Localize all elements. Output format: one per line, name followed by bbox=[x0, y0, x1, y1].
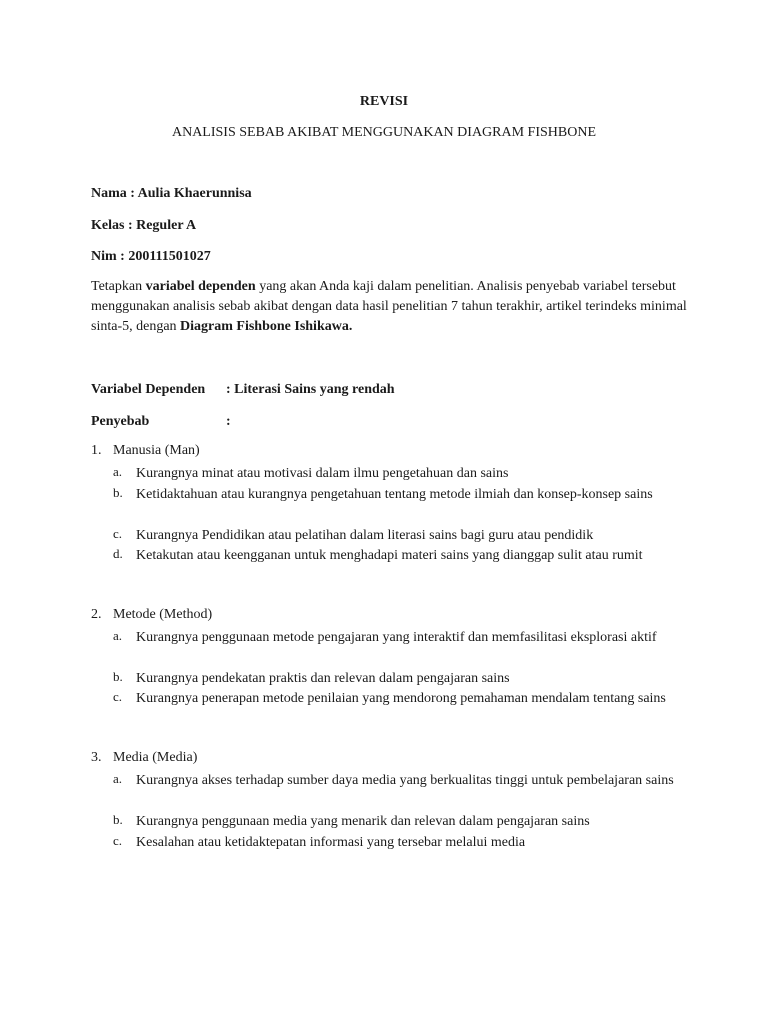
section-number: 2. bbox=[91, 607, 102, 622]
list-item-letter: d. bbox=[113, 546, 123, 561]
section-title: Manusia (Man) bbox=[113, 443, 200, 458]
section-title: Media (Media) bbox=[113, 750, 198, 765]
list-item-text: Ketakutan atau keengganan untuk menghadapi materi sains yang dianggap sulit atau rumit bbox=[136, 548, 643, 563]
instruction-text-1: Tetapkan bbox=[91, 279, 146, 294]
student-class: Kelas : Reguler A bbox=[91, 218, 197, 233]
causes-colon: : bbox=[226, 414, 231, 429]
list-item-letter: b. bbox=[113, 485, 123, 500]
list-item-letter: a. bbox=[113, 771, 123, 786]
list-item-letter: c. bbox=[113, 833, 123, 848]
dependent-variable-value: : Literasi Sains yang rendah bbox=[226, 382, 395, 397]
list-item-text: Kurangnya pendekatan praktis dan relevan dalam pengajaran sains bbox=[136, 671, 510, 686]
section-number: 1. bbox=[91, 443, 102, 458]
student-name: Nama : Aulia Khaerunnisa bbox=[91, 186, 252, 201]
list-item-letter: b. bbox=[113, 812, 123, 827]
list-item-text: Kurangnya akses terhadap sumber daya media yang berkualitas tinggi untuk pembelajaran sains bbox=[136, 773, 674, 788]
list-item-text: Ketidaktahuan atau kurangnya pengetahuan tentang metode ilmiah dan konsep-konsep sains bbox=[136, 487, 653, 502]
instruction-bold-1: variabel dependen bbox=[145, 279, 256, 294]
list-item-letter: a. bbox=[113, 628, 123, 643]
list-item-text: Kurangnya penggunaan metode pengajaran yang interaktif dan memfasilitasi eksplorasi aktif bbox=[136, 630, 657, 645]
list-item-letter: c. bbox=[113, 526, 123, 541]
instruction-paragraph bbox=[91, 277, 691, 337]
instruction-bold-2: Diagram Fishbone Ishikawa. bbox=[180, 319, 353, 334]
list-item-letter: a. bbox=[113, 464, 123, 479]
causes-label: Penyebab bbox=[91, 414, 150, 429]
list-item-text: Kurangnya penggunaan media yang menarik dan relevan dalam pengajaran sains bbox=[136, 814, 590, 829]
dependent-variable-label: Variabel Dependen bbox=[91, 382, 206, 397]
list-item-letter: b. bbox=[113, 669, 123, 684]
list-item-text: Kesalahan atau ketidaktepatan informasi yang tersebar melalui media bbox=[136, 835, 526, 850]
document-title: REVISI bbox=[359, 94, 409, 109]
instruction-text-2: yang akan Anda kaji dalam penelitian. Analisis penyebab variabel tersebut menggunakan analisis sebab akibat dengan data hasil penelitian 7 tahun terakhir, artikel terindeks minimal sinta-5, dengan bbox=[91, 279, 687, 334]
list-item-text: Kurangnya minat atau motivasi dalam ilmu pengetahuan dan sains bbox=[136, 466, 509, 481]
student-nim: Nim : 200111501027 bbox=[91, 249, 211, 264]
section-number: 3. bbox=[91, 750, 102, 765]
document-subtitle: ANALISIS SEBAB AKIBAT MENGGUNAKAN DIAGRAM FISHBONE bbox=[171, 125, 597, 140]
section-title: Metode (Method) bbox=[113, 607, 213, 622]
list-item-text: Kurangnya penerapan metode penilaian yang mendorong pemahaman mendalam tentang sains bbox=[136, 691, 666, 706]
list-item-text: Kurangnya Pendidikan atau pelatihan dalam literasi sains bagi guru atau pendidik bbox=[136, 528, 594, 543]
list-item-letter: c. bbox=[113, 689, 123, 704]
